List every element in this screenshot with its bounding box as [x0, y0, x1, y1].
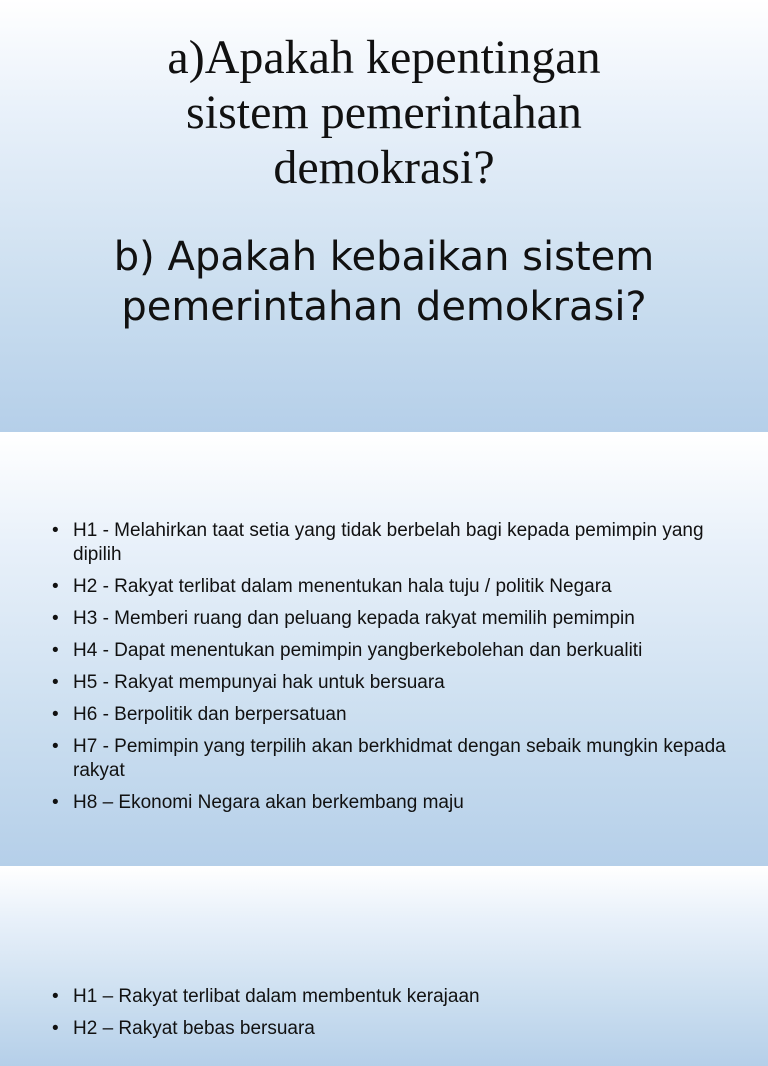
list-item: • H2 - Rakyat terlibat dalam menentukan hala tuju / politik Negara — [52, 575, 732, 599]
slide-advantages-points — [0, 866, 768, 1066]
question-b-line: pemerintahan demokrasi? — [121, 284, 647, 330]
list-item: • H2 – Rakyat bebas bersuara — [52, 1017, 732, 1041]
list-item: • H8 – Ekonomi Negara akan berkembang maju — [52, 791, 732, 815]
list-item: • H7 - Pemimpin yang terpilih akan berkhidmat dengan sebaik mungkin kepada rakyat — [52, 735, 732, 783]
advantages-list — [52, 985, 732, 1049]
slide-questions — [0, 0, 768, 432]
list-item: • H1 – Rakyat terlibat dalam membentuk kerajaan — [52, 985, 732, 1009]
list-item: • H5 - Rakyat mempunyai hak untuk bersuara — [52, 671, 732, 695]
question-a-line: demokrasi? — [273, 141, 495, 194]
list-item: • H3 - Memberi ruang dan peluang kepada rakyat memilih pemimpin — [52, 607, 732, 631]
question-a-line: sistem pemerintahan — [186, 86, 582, 139]
list-item: • H4 - Dapat menentukan pemimpin yangberkebolehan dan berkualiti — [52, 639, 732, 663]
question-a-line: a)Apakah kepentingan — [167, 31, 601, 84]
question-a-title — [0, 30, 768, 195]
list-item: • H1 - Melahirkan taat setia yang tidak berbelah bagi kepada pemimpin yang dipilih — [52, 519, 732, 567]
slide-importance-points — [0, 432, 768, 866]
question-b-title — [0, 232, 768, 332]
list-item: • H6 - Berpolitik dan berpersatuan — [52, 703, 732, 727]
importance-list — [52, 519, 732, 823]
question-b-line: b) Apakah kebaikan sistem — [113, 234, 655, 280]
